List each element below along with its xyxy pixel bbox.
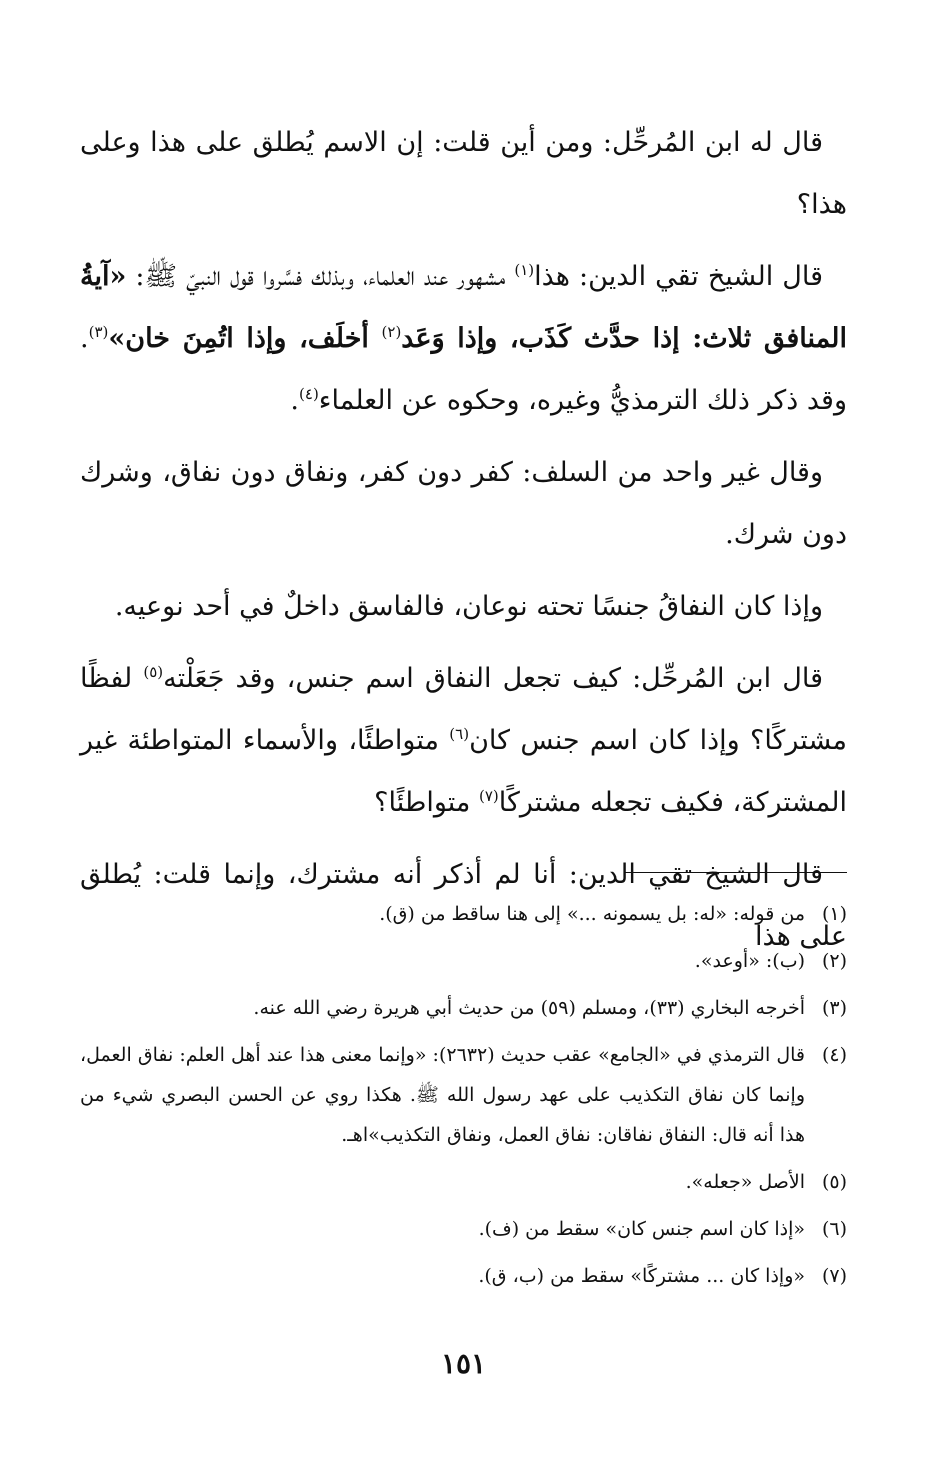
- footnote-number: (٣): [821, 997, 847, 1019]
- paragraph-4-text: وإذا كان النفاقُ جنسًا تحته نوعان، فالفاسق داخلٌ في أحد نوعيه.: [114, 591, 823, 622]
- footnote-text: قال الترمذي في «الجامع» عقب حديث (٢٦٣٢): «وإنما معنى هذا عند أهل العلم: نفاق العمل، وإنما كان نفاق التكذيب على عهد رسول الله ﷺ. هكذا روي عن الحسن البصري شيء من هذا أنه قال: النفاق نفاقان: نفاق العمل، ونفاق التكذيب»اهـ.: [80, 1044, 805, 1146]
- footnote-marker-2: (٢): [381, 323, 402, 341]
- footnote-separator: [625, 872, 847, 873]
- footnote-text: من قوله: «له: بل يسمونه ...» إلى هنا ساقط من (ق).: [379, 903, 805, 925]
- footnote-text: «إذا كان اسم جنس كان» سقط من (ف).: [478, 1218, 805, 1240]
- paragraph-2-text-a: قال الشيخ تقي الدين: هذا: [534, 261, 823, 292]
- footnote-6: [80, 1209, 847, 1249]
- paragraph-5-text-d: متواطئًا؟: [374, 787, 479, 818]
- footnote-number: (٤): [821, 1044, 847, 1066]
- hadith-quote-part-2: أخلَف، وإذا اتُمِنَ خان»: [108, 323, 382, 354]
- footnote-marker-6: (٦): [449, 725, 470, 743]
- paragraph-5-text-a: قال ابن المُرحِّل: كيف تجعل النفاق اسم جنس، وقد جَعَلْته: [163, 663, 823, 694]
- footnote-text: الأصل «جعله».: [685, 1171, 805, 1193]
- footnote-2: [80, 941, 847, 981]
- paragraph-5-text-b: لفظًا مشتركًا؟ وإذا كان اسم جنس كان: [80, 663, 847, 756]
- main-text: [80, 112, 847, 968]
- footnote-number: (٧): [821, 1265, 847, 1287]
- footnote-5: [80, 1162, 847, 1202]
- footnote-1: [80, 894, 847, 934]
- footnote-3: [80, 988, 847, 1028]
- paragraph-5-text-c: متواطئًا، والأسماء المتواطئة غير المشتركة، فكيف تجعله مشتركًا: [80, 725, 847, 818]
- footnote-number: (٢): [821, 950, 847, 972]
- footnote-marker-4: (٤): [299, 385, 319, 403]
- paragraph-1: [80, 112, 847, 236]
- paragraph-2: [80, 246, 847, 432]
- book-page: [80, 112, 847, 1469]
- footnote-marker-3: (٣): [88, 323, 109, 341]
- paragraph-2-text-c: . وقد ذكر ذلك الترمذيُّ وغيره، وحكوه عن العلماء: [80, 323, 847, 416]
- footnote-marker-5: (٥): [143, 663, 164, 681]
- paragraph-3-text: وقال غير واحد من السلف: كفر دون كفر، ونفاق دون نفاق، وشرك دون شرك.: [80, 457, 847, 550]
- page-number: ١٥١: [440, 1347, 487, 1380]
- paragraph-4: [80, 576, 847, 638]
- footnotes: [80, 894, 847, 1303]
- paragraph-1-text: قال له ابن المُرحِّل: ومن أين قلت: إن الاسم يُطلق على هذا وعلى هذا؟: [80, 127, 847, 220]
- footnote-number: (٥): [821, 1171, 847, 1193]
- footnote-7: [80, 1256, 847, 1296]
- footnote-4: [80, 1035, 847, 1155]
- footnote-text: «وإذا كان ... مشتركًا» سقط من (ب، ق).: [478, 1265, 805, 1287]
- paragraph-2-text-b: مشهور عند العلماء، وبذلك فسَّروا قول النبيّ ﷺ:: [126, 261, 515, 292]
- paragraph-5: [80, 648, 847, 834]
- footnote-number: (١): [821, 903, 847, 925]
- paragraph-2-text-d: .: [290, 385, 300, 416]
- paragraph-6-text: قال الشيخ تقي الدين: أنا لم أذكر أنه مشترك، وإنما قلت: يُطلق على هذا: [80, 859, 847, 952]
- footnote-number: (٦): [821, 1218, 847, 1240]
- footnote-marker-7: (٧): [478, 787, 499, 805]
- paragraph-3: [80, 442, 847, 566]
- footnote-text: أخرجه البخاري (٣٣)، ومسلم (٥٩) من حديث أبي هريرة رضي الله عنه.: [253, 997, 805, 1019]
- footnote-marker-1: (١): [514, 261, 535, 279]
- hadith-quote-part-1: «آيةُ المنافق ثلاث: إذا حدَّث كَذَب، وإذا وَعَد: [80, 261, 847, 354]
- footnote-text: (ب): «أوعد».: [694, 950, 805, 972]
